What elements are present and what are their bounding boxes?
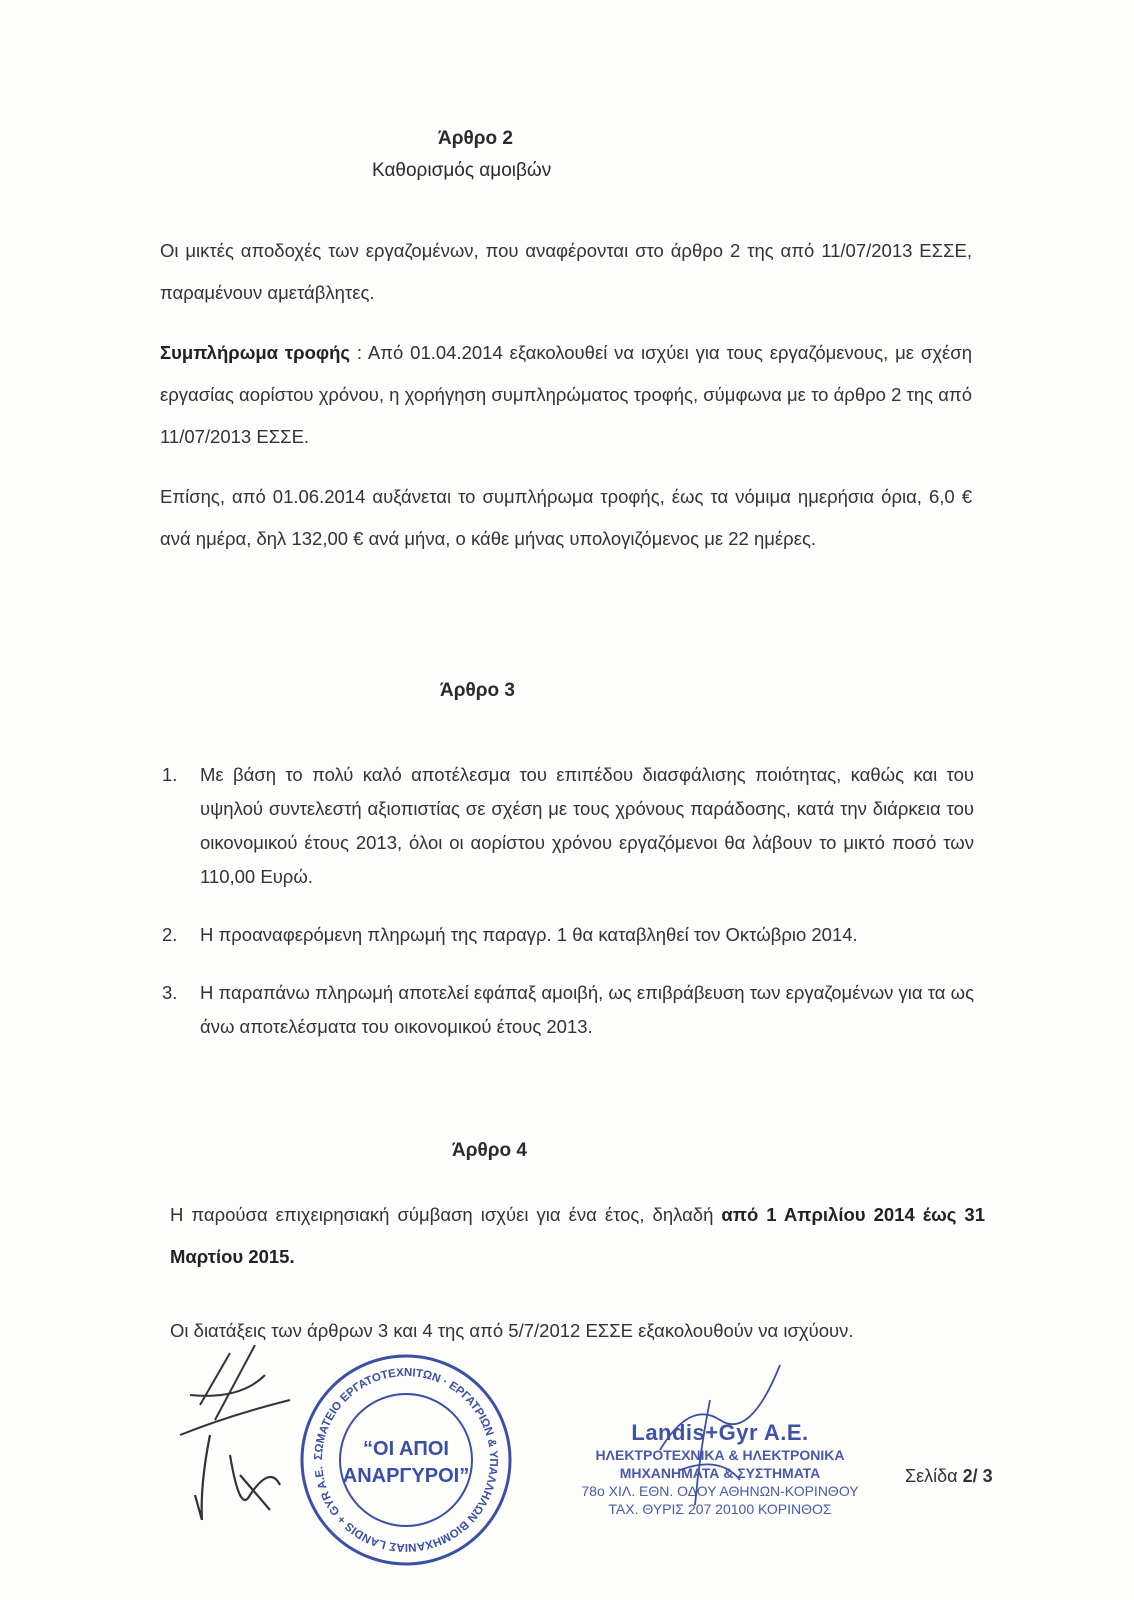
list-item-text: Με βάση το πολύ καλό αποτέλεσμα του επιπέδου διασφάλισης ποιότητας, καθώς και του υψηλού συντελεστή αξιοπιστίας σε σχέση με τους χρόνους παράδοσης, κατά την διάρκεια του οικονομικού έτους 2013, όλοι οι αορίστου χρόνου εργαζόμενοι θα λάβουν το μικτό ποσό των 110,00 Ευρώ.: [200, 764, 974, 887]
union-stamp: [296, 1350, 516, 1570]
meal-supplement-label: Συμπλήρωμα τροφής: [160, 342, 351, 363]
article-4-title: Άρθρο 4: [452, 1140, 527, 1161]
meal-supplement-text: : Από 01.04.2014 εξακολουθεί να ισχύει για τους εργαζόμενους, με σχέση εργασίας αορίστου χρόνου, η χορήγηση συμπληρώματος τροφής, σύμφωνα με το άρθρο 2 της από 11/07/2013 ΕΣΣΕ.: [160, 342, 972, 447]
page-number-value: 2/ 3: [962, 1466, 993, 1486]
company-line-4: ΤΑΧ. ΘΥΡΙΣ 207 20100 ΚΟΡΙΝΘΟΣ: [608, 1501, 832, 1517]
page-number-label: Σελίδα: [905, 1466, 963, 1486]
list-item: [162, 758, 974, 894]
list-item: [162, 976, 974, 1044]
company-line-2: ΜΗΧΑΝΗΜΑΤΑ & ΣΥΣΤΗΜΑΤΑ: [619, 1465, 821, 1481]
list-item-number: 3.: [162, 982, 178, 1003]
list-item-number: 2.: [162, 924, 178, 945]
validity-period: από 1 Απριλίου 2014 έως 31 Μαρτίου 2015.: [170, 1204, 985, 1267]
company-line-1: ΗΛΕΚΤΡΟΤΕΧΝΙΚΑ & ΗΛΕΚΤΡΟΝΙΚΑ: [595, 1447, 845, 1463]
list-item-text: Η προαναφερόμενη πληρωμή της παραγρ. 1 θα καταβληθεί τον Οκτώβριο 2014.: [200, 924, 858, 945]
article-2-paragraph-3: Επίσης, από 01.06.2014 αυξάνεται το συμπλήρωμα τροφής, έως τα νόμιμα ημερήσια όρια, 6,0 € ανά ημέρα, δηλ 132,00 € ανά μήνα, ο κάθε μήνας υπολογιζόμενος με 22 ημέρες.: [160, 486, 972, 549]
article-3-list: [162, 758, 974, 1068]
list-item: [162, 918, 974, 952]
article-2-paragraph-1: Οι μικτές αποδοχές των εργαζομένων, που αναφέρονται στο άρθρο 2 της από 11/07/2013 ΕΣΣΕ, παραμένουν αμετάβλητες.: [160, 240, 972, 303]
list-item-number: 1.: [162, 764, 178, 785]
signature-left: [170, 1345, 310, 1525]
list-item-text: Η παραπάνω πληρωμή αποτελεί εφάπαξ αμοιβή, ως επιβράβευση των εργαζομένων για τα ως άνω αποτελέσματα του οικονομικού έτους 2013.: [200, 982, 974, 1037]
article-2-paragraph-2: [160, 332, 972, 458]
union-stamp-graphic: [296, 1350, 516, 1570]
article-4-paragraph-1: [170, 1194, 985, 1278]
page-number: [905, 1466, 993, 1487]
svg-text:ΑΝΑΡΓΥΡΟΙ”: ΑΝΑΡΓΥΡΟΙ”: [342, 1465, 470, 1487]
company-line-3: 78ο ΧΙΛ. ΕΘΝ. ΟΔΟΥ ΑΘΗΝΩΝ-ΚΟΡΙΝΘΟΥ: [581, 1483, 859, 1499]
validity-text: Η παρούσα επιχειρησιακή σύμβαση ισχύει για ένα έτος, δηλαδή: [170, 1204, 722, 1225]
company-name: Landis+Gyr A.E.: [631, 1420, 809, 1445]
article-2-title: Άρθρο 2: [438, 128, 513, 149]
svg-text:“ΟΙ ΑΠΟΙ: “ΟΙ ΑΠΟΙ: [363, 1438, 449, 1460]
signature-company: [640, 1360, 790, 1510]
svg-text:ΣΩΜΑΤΕΙΟ ΕΡΓΑΤΟΤΕΧΝΙΤΩΝ · ΕΡΓΑ: ΣΩΜΑΤΕΙΟ ΕΡΓΑΤΟΤΕΧΝΙΤΩΝ · ΕΡΓΑΤΡΙΩΝ & ΥΠΑΛΛΗΛΩΝ ΒΙΟΜΗΧΑΝΙΑΣ LANDIS + GYR A.E.: [312, 1366, 500, 1554]
article-3-title: Άρθρο 3: [440, 680, 515, 701]
article-2-subtitle: Καθορισμός αμοιβών: [372, 160, 552, 181]
article-4-paragraph-2: Οι διατάξεις των άρθρων 3 και 4 της από 5/7/2012 ΕΣΣΕ εξακολουθούν να ισχύουν.: [170, 1320, 854, 1341]
